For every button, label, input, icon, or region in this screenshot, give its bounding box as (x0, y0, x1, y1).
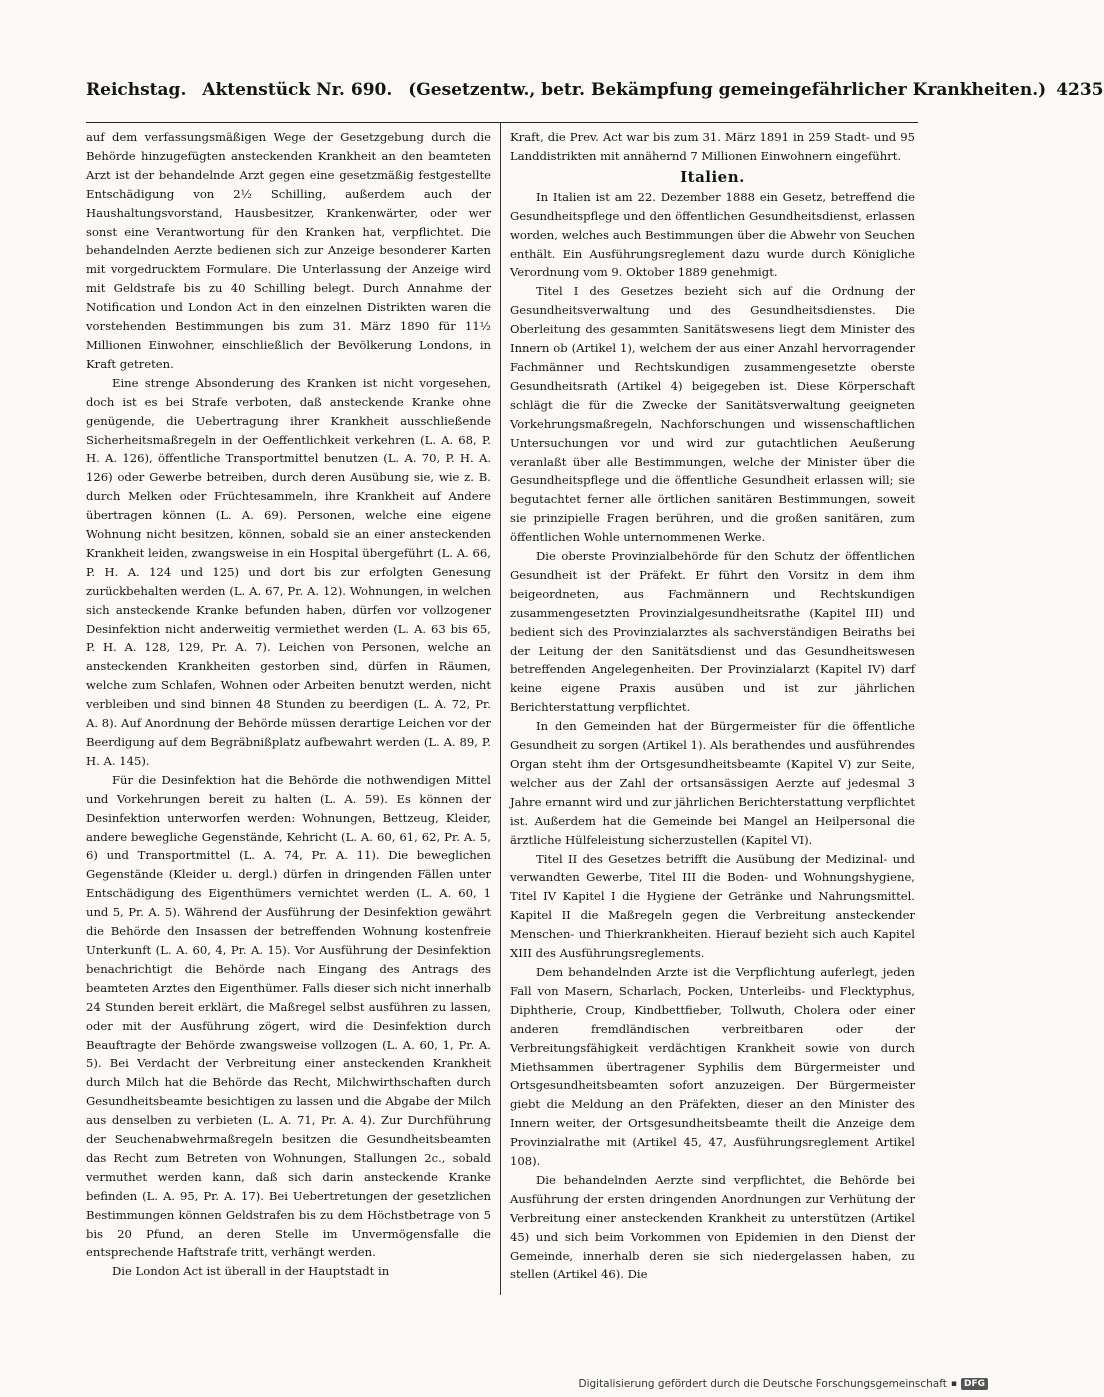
bullet-icon: ▪ (950, 1379, 957, 1389)
paragraph: In den Gemeinden hat der Bürgermeister für die öffentliche Gesundheit zu sorgen (Artikel 1). Als berathendes und ausführendes Organ steht ihm der Ortsgesundheitsbeamte (Kapitel V) zur Seite, welcher aus der Zahl der ortsansässigen Aerzte auf jedesmal 3 Jahre ernannt wird und zur jährlichen Berichterstattung verpflichtet ist. Außerdem hat die Gemeinde bei Mangel an Heilpersonal die ärztliche Hülfeleistung sicherzustellen (Kapitel VI). (510, 719, 915, 847)
paragraph: Titel II des Gesetzes betrifft die Ausübung der Medizinal- und verwandten Gewerbe, Titel III die Boden- und Wohnungshygiene, Titel IV Kapitel I die Hygiene der Getränke und Nahrungsmittel. Kapitel II die Maßregeln gegen die Verbreitung ansteckender Menschen- und Thierkrankheiten. Hierauf bezieht sich auch Kapitel XIII des Ausführungsreglements. (510, 851, 915, 961)
paragraph: In Italien ist am 22. Dezember 1888 ein Gesetz, betreffend die Gesundheitspflege und den öffentlichen Gesundheitsdienst, erlassen worden, welches auch Bestimmungen über die Abwehr von Seuchen enthält. Ein Ausführungsreglement dazu wurde durch Königliche Verordnung vom 9. Oktober 1889 genehmigt. (510, 189, 915, 280)
paragraph: Für die Desinfektion hat die Behörde die nothwendigen Mittel und Vorkehrungen bereit zu halten (L. A. 59). Es können der Desinfektion unterworfen werden: Wohnungen, Bettzeug, Kleider, andere bewegliche Gegenstände, Kehricht (L. A. 60, 61, 62, Pr. A. 5, 6) und Transportmittel (L. A. 74, Pr. A. 11). Die beweglichen Gegenstände (Kleider u. dergl.) dürfen in dringenden Fällen unter Entschädigung des Eigenthümers vernichtet werden (L. A. 60, 1 und 5, Pr. A. 5). Während der Ausführung der Desinfektion gewährt die Behörde den Insassen der betreffenden Wohnung kostenfreie Unterkunft (L. A. 60, 4, Pr. A. 15). Vor Ausführung der Desinfektion benachrichtigt die Behörde nach Eingang des Antrags des beamteten Arztes den Eigenthümer. Falls dieser sich nicht innerhalb 24 Stunden bereit erklärt, die Maßregel selbst ausführen zu lassen, oder mit der Ausführung zögert, wird die Desinfektion durch Beauftragte der Behörde zwangsweise vollzogen (L. A. 60, 1, Pr. A. 5). Bei Verdacht der Verbreitung einer ansteckenden Krankheit durch Milch hat die Behörde das Recht, Milchwirthschaften durch Gesundheitsbeamte besichtigen zu lassen und die Abgabe der Milch aus denselben zu verbieten (L. A. 71, Pr. A. 4). Zur Durchführung der Seuchenabwehrmaßregeln besitzen die Gesundheitsbeamten das Recht zum Betreten von Wohnungen, Stallungen 2c., sobald vermuthet werden kann, daß sich darin ansteckende Kranke befinden (L. A. 95, Pr. A. 17). Bei Uebertretungen der gesetzlichen Bestimmungen können Geldstrafen bis zu dem Höchstbetrage von 5 bis 20 Pfund, an deren Stelle im Unvermögensfalle die entsprechende Haftstrafe tritt, verhängt werden. (86, 772, 491, 1260)
paragraph: Kraft, die Prev. Act war bis zum 31. März 1891 in 259 Stadt- und 95 Landdistrikten mit annähernd 7 Millionen Einwohnern eingeführt. (510, 130, 915, 163)
running-header (86, 80, 1104, 100)
dfg-logo: DFG (961, 1378, 988, 1390)
digitization-footer (578, 1378, 988, 1390)
paragraph: Die oberste Provinzialbehörde für den Schutz der öffentlichen Gesundheit ist der Präfekt. Er führt den Vorsitz in dem ihm beigeordneten, aus Fachmännern und Rechtskundigen zusammengesetzten Provinzialgesundheitsrathe (Kapitel III) und bedient sich des Provinzialarztes als sachverständigen Beiraths bei der Leitung der den Sanitätsdienst und das Gesundheitswesen betreffenden Angelegenheiten. Der Provinzialarzt (Kapitel IV) darf keine eigene Praxis ausüben und ist zur jährlichen Berichterstattung verpflichtet. (510, 549, 915, 715)
paragraph: Dem behandelnden Arzte ist die Verpflichtung auferlegt, jeden Fall von Masern, Scharlach, Pocken, Unterleibs- und Flecktyphus, Diphtherie, Croup, Kindbettfieber, Tollwuth, Cholera oder einer anderen fremdländischen verbreitbaren oder der Verbreitungsfähigkeit verdächtigen Krankheit sowie von durch Miethsammen übertragener Syphilis dem Bürgermeister und Ortsgesundheitsbeamten sofort anzuzeigen. Der Bürgermeister giebt die Meldung an den Präfekten, dieser an den Minister des Innern weiter, der Ortsgesundheitsbeamte theilt die Anzeige dem Provinzialrathe mit (Artikel 45, 47, Ausführungsreglement Artikel 108). (510, 964, 915, 1169)
section-heading: Italien. (680, 167, 745, 186)
paragraph: Die London Act ist überall in der Hauptstadt in (112, 1264, 390, 1279)
right-column (510, 128, 915, 1284)
paragraph: auf dem verfassungsmäßigen Wege der Gesetzgebung durch die Behörde hinzugefügten ansteckenden Krankheit an den beamteten Arzt ist der behandelnde Arzt gegen eine gesetzmäßig festgestellte Entschädigung von 2½ Schilling, außerdem auch der Haushaltungsvorstand, Hausbesitzer, Krankenwärter, oder wer sonst eine Verantwortung für den Kranken hat, verpflichtet. Die behandelnden Aerzte bedienen sich zur Anzeige besonderer Karten mit vorgedrucktem Formulare. Die Unterlassung der Anzeige wird mit Geldstrafe bis zu 40 Schilling belegt. Durch Annahme der Notification und London Act in den einzelnen Distrikten waren die vorstehenden Bestimmungen bis zum 31. März 1890 für 11½ Millionen Einwohner, einschließlich der Bevölkerung Londons, in Kraft getreten. (86, 130, 491, 371)
header-part-3: (Gesetzentw., betr. Bekämpfung gemeingefährlicher Krankheiten.) (408, 80, 1047, 100)
paragraph: Die behandelnden Aerzte sind verpflichtet, die Behörde bei Ausführung der ersten dringenden Anordnungen zur Verhütung der Verbreitung einer ansteckenden Krankheit zu unterstützen (Artikel 45) und sich beim Vorkommen von Epidemien in den Dienst der Gemeinde, innerhalb deren sie sich niedergelassen haben, zu stellen (Artikel 46). Die (510, 1172, 915, 1282)
header-part-1: Reichstag. (86, 80, 187, 100)
paragraph: Eine strenge Absonderung des Kranken ist nicht vorgesehen, doch ist es bei Strafe verboten, daß ansteckende Kranke ohne genügende, die Uebertragung ihrer Krankheit ausschließende Sicherheitsmaßregeln in der Oeffentlichkeit verkehren (L. A. 68, P. H. A. 126), öffentliche Transportmittel benutzen (L. A. 70, P. H. A. 126) oder Gewerbe betreiben, durch deren Ausübung sie, wie z. B. durch Melken oder Früchtesammeln, ihre Krankheit auf Andere übertragen können (L. A. 69). Personen, welche eine eigene Wohnung nicht besitzen, können, sobald sie an einer ansteckenden Krankheit leiden, zwangsweise in ein Hospital übergeführt (L. A. 66, P. H. A. 124 und 125) und dort bis zur erfolgten Genesung zurückbehalten werden (L. A. 67, Pr. A. 12). Wohnungen, in welchen sich ansteckende Kranke befunden haben, dürfen vor vollzogener Desinfektion nicht anderweitig vermiethet werden (L. A. 63 bis 65, P. H. A. 128, 129, Pr. A. 7). Leichen von Personen, welche an ansteckenden Krankheiten gestorben sind, dürfen in Räumen, welche zum Schlafen, Wohnen oder Arbeiten benutzt werden, nicht verbleiben und sind binnen 48 Stunden zu beerdigen (L. A. 72, Pr. A. 8). Auf Anordnung der Behörde müssen derartige Leichen vor der Beerdigung auf dem Begräbnißplatz aufbewahrt werden (L. A. 89, P. H. A. 145). (86, 375, 491, 768)
header-rule (86, 122, 918, 123)
left-column (86, 128, 491, 1281)
paragraph: Titel I des Gesetzes bezieht sich auf die Ordnung der Gesundheitsverwaltung und des Gesundheitsdienstes. Die Oberleitung des gesammten Sanitätswesens liegt dem Minister des Innern ob (Artikel 1), welchem der aus einer Anzahl hervorragender Fachmänner und Rechtskundigen zusammengesetzte oberste Gesundheitsrath (Artikel 4) beigegeben ist. Diese Körperschaft schlägt die für die Zwecke der Sanitätsverwaltung geeigneten Vorkehrungsmaßregeln, Nachforschungen und wissenschaftlichen Untersuchungen vor und wird zur gutachtlichen Aeußerung veranlaßt über alle Bestimmungen, welche der Minister über die Gesundheitspflege und die öffentliche Gesundheit erlassen will; sie begutachtet ferner alle örtlichen sanitären Bestimmungen, soweit sie prinzipielle Fragen berühren, und die großen sanitären, zum öffentlichen Wohle unternommenen Werke. (510, 284, 915, 545)
header-part-2: Aktenstück Nr. 690. (202, 80, 393, 100)
column-divider (500, 123, 501, 1295)
footer-text: Digitalisierung gefördert durch die Deutsche Forschungsgemeinschaft (578, 1378, 947, 1390)
page-number: 4235 (1056, 80, 1104, 100)
header-title (86, 80, 1056, 100)
